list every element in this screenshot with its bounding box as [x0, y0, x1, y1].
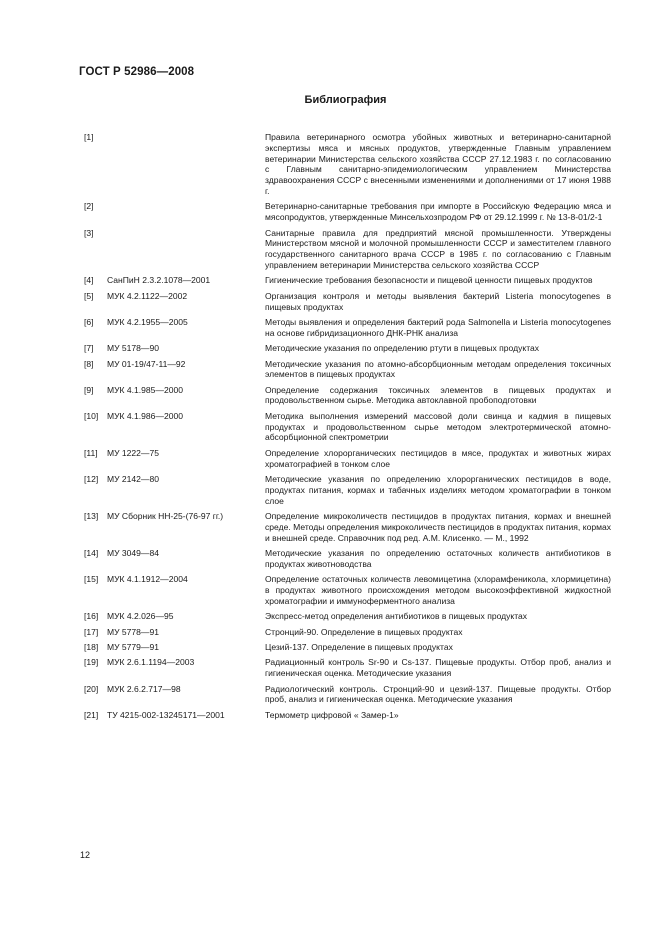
entry-description: Экспресс-метод определения антибиотиков в пищевых продуктах — [265, 611, 528, 622]
entry-description: Определение остаточных количеств левомицетина (хлорамфеникола, хлормицетина) в продуктах животного происхождения методом высокоэффективной жидкостной хроматографии и иммуноферментного анализа — [265, 574, 611, 606]
entry-reference: МУК 4.1.1912—2004 — [107, 574, 188, 585]
entry-reference: МУК 4.2.026—95 — [107, 611, 174, 622]
entry-reference: МУ 01-19/47-11—92 — [107, 358, 186, 369]
bibliography-entry — [84, 132, 612, 197]
entry-reference: МУК 2.6.1.1194—2003 — [107, 657, 195, 668]
entry-number: [20] — [84, 683, 99, 694]
bibliography-entry — [84, 684, 612, 706]
entry-number: [4] — [84, 275, 94, 286]
entry-number: [13] — [84, 511, 99, 522]
bibliography-entry — [84, 385, 612, 407]
entry-description: Определение содержания токсичных элементов в пищевых продуктах и продовольственном сырье. Методика автоклавной пробоподготовки — [265, 384, 611, 406]
entry-number: [15] — [84, 574, 99, 585]
entry-number: [21] — [84, 709, 99, 720]
entry-reference — [107, 132, 265, 197]
entry-number: [5] — [84, 290, 94, 301]
bibliography-entry — [84, 448, 612, 470]
entry-description: Методические указания по определению хлорорганических пестицидов в воде, продуктах питания, кормах и табачных изделиях методом хроматографии в тонком слое — [265, 474, 611, 506]
bibliography-entry — [84, 275, 612, 286]
bibliography-entry — [84, 657, 612, 679]
entry-number: [19] — [84, 657, 99, 668]
entry-number: [9] — [84, 384, 94, 395]
entry-number: [7] — [84, 343, 94, 354]
entry-description: Санитарные правила для предприятий мясной промышленности. Утверждены Министерством мясной и молочной промышленности СССР и заместителем главного государственного санитарного врача СССР в 1985 г. по согласованию с Главным управлением ветеринарии Министерства сельского хозяйства СССР — [265, 227, 611, 270]
bibliography-entry — [84, 627, 612, 638]
entry-reference — [107, 228, 265, 271]
bibliography-entry — [84, 574, 612, 606]
bibliography-entry — [84, 710, 612, 721]
bibliography-entry — [84, 343, 612, 354]
entry-description: Радиационный контроль Sr-90 и Cs-137. Пищевые продукты. Отбор проб, анализ и гигиеническая оценка. Методические указания — [265, 657, 611, 679]
entry-description: Методические указания по атомно-абсорбционным методам определения токсичных элементов в пищевых продуктах — [265, 358, 611, 380]
entry-reference: МУ 5779—91 — [107, 641, 159, 652]
bibliography-entry — [84, 291, 612, 313]
entry-number: [10] — [84, 410, 99, 421]
entry-description: Методические указания по определению остаточных количеств антибиотиков в продуктах животноводства — [265, 548, 611, 569]
document-code: ГОСТ Р 52986—2008 — [79, 66, 195, 78]
entry-reference: ТУ 4215-002-13245171—2001 — [107, 709, 225, 720]
entry-description: Определение микроколичеств пестицидов в продуктах питания, кормах и внешней среде. Методы определения микроколичеств пестицидов в продуктах питания, кормах и внешней среде. Справочник под ред. А.М. Клисенко. — М., 1992 — [265, 511, 611, 543]
entry-number: [17] — [84, 626, 99, 637]
entry-number: [2] — [84, 201, 94, 212]
entry-reference: МУ Сборник НН-25-(76-97 гг.) — [107, 511, 224, 522]
entry-number: [1] — [84, 132, 94, 142]
entry-description: Определение хлорорганических пестицидов в мясе, продуктах и животных жирах хроматографией в тонком слое — [265, 447, 611, 469]
entry-reference: МУК 2.6.2.717—98 — [107, 683, 181, 694]
entry-reference: МУК 4.1.985—2000 — [107, 384, 183, 395]
page-number: 12 — [80, 850, 91, 860]
entry-description: Правила ветеринарного осмотра убойных животных и ветеринарно-санитарной экспертизы мяса и мясных продуктов, утвержденные Главным управлением ветеринарии Министерства сельского хозяйства СССР 27.12.1983 г. по согласованию с Главным санитарно-эпидемиологическим управлением Министерства здравоохранения СССР с внесенными изменениями и дополнениями от 17 июня 1988 г. — [265, 132, 611, 196]
entry-reference: МУ 2142—80 — [107, 474, 159, 485]
entry-description: Методика выполнения измерений массовой доли свинца и кадмия в пищевых продуктах и продовольственном сырье методом электротермической атомно-абсорбционной спектрометрии — [265, 410, 611, 443]
entry-number: [3] — [84, 227, 94, 238]
entry-description: Стронций-90. Определение в пищевых продуктах — [265, 626, 463, 637]
entry-description: Методические указания по определению ртути в пищевых продуктах — [265, 343, 540, 354]
entry-description: Ветеринарно-санитарные требования при импорте в Российскую Федерацию мяса и мясопродуктов, утвержденные Минсельхозпродом РФ от 29.12.1999 г. № 13-8-01/2-1 — [265, 201, 611, 223]
bibliography-entry — [84, 228, 612, 271]
entry-reference: МУ 3049—84 — [107, 548, 159, 559]
bibliography-entry — [84, 611, 612, 622]
entry-number: [6] — [84, 316, 94, 327]
bibliography-entry — [84, 201, 612, 223]
bibliography-entry — [84, 317, 612, 339]
bibliography-entry — [84, 411, 612, 443]
entry-number: [11] — [84, 447, 98, 458]
entry-description: Гигиенические требования безопасности и пищевой ценности пищевых продуктов — [265, 275, 593, 286]
entry-reference: МУ 1222—75 — [107, 447, 159, 458]
entry-description: Методы выявления и определения бактерий рода Salmonella и Listeria monocytogenes на основе гибридизационного ДНК-РНК анализа — [265, 316, 611, 338]
entry-number: [8] — [84, 358, 94, 369]
bibliography-list — [84, 132, 612, 725]
entry-reference: МУК 4.2.1955—2005 — [107, 316, 188, 327]
entry-reference: СанПиН 2.3.2.1078—2001 — [107, 275, 211, 286]
entry-reference: МУК 4.2.1122—2002 — [107, 290, 188, 301]
bibliography-entry — [84, 359, 612, 381]
entry-description: Радиологический контроль. Стронций-90 и цезий-137. Пищевые продукты. Отбор проб, анализ и гигиеническая оценка. Методические указания — [265, 683, 611, 705]
entry-number: [16] — [84, 611, 99, 622]
entry-reference — [107, 201, 265, 223]
entry-number: [18] — [84, 641, 99, 652]
entry-reference: МУК 4.1.986—2000 — [107, 410, 183, 421]
bibliography-entry — [84, 511, 612, 543]
entry-description: Организация контроля и методы выявления бактерий Listeria monocytogenes в пищевых продуктах — [265, 290, 611, 312]
bibliography-entry — [84, 548, 612, 570]
bibliography-entry — [84, 642, 612, 653]
entry-number: [14] — [84, 548, 99, 559]
bibliography-entry — [84, 474, 612, 506]
entry-reference: МУ 5778—91 — [107, 626, 159, 637]
entry-number: [12] — [84, 474, 99, 485]
bibliography-title: Библиография — [304, 94, 387, 106]
entry-description: Термометр цифровой « Замер-1» — [265, 709, 399, 720]
entry-description: Цезий-137. Определение в пищевых продуктах — [265, 641, 453, 652]
entry-reference: МУ 5178—90 — [107, 343, 159, 354]
